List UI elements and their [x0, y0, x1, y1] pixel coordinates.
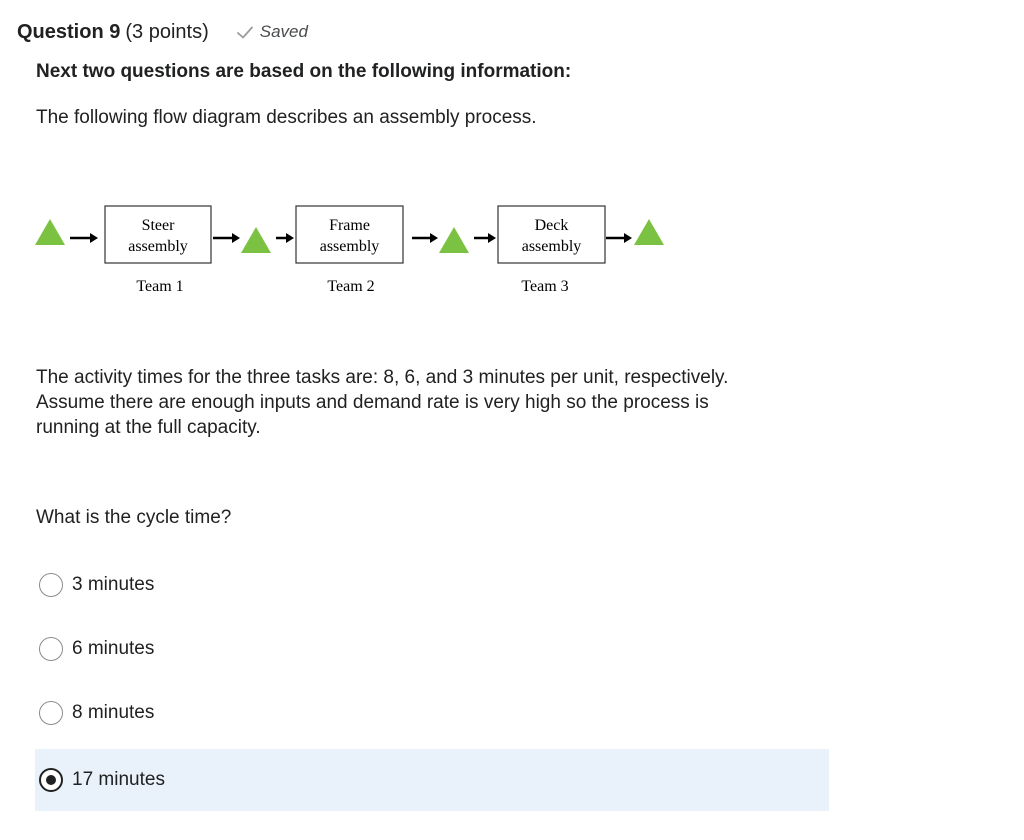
team-label: Team 1 — [136, 278, 184, 295]
answer-label[interactable]: 17 minutes — [72, 769, 165, 790]
activity-line: The activity times for the three tasks are: 8, 6, and 3 minutes per unit, respectively. — [36, 367, 729, 388]
task-label: assembly — [128, 238, 188, 255]
question-number: Question 9 — [17, 20, 121, 43]
arrow-icon — [276, 233, 294, 243]
radio-button-selected[interactable] — [39, 768, 63, 792]
answer-option-selected[interactable] — [35, 749, 829, 811]
inventory-triangle-icon — [35, 219, 65, 245]
radio-button[interactable] — [39, 637, 63, 661]
team-label: Team 2 — [327, 278, 375, 295]
answer-label[interactable]: 8 minutes — [72, 702, 155, 723]
arrow-icon — [606, 233, 632, 243]
answer-option[interactable] — [35, 618, 829, 680]
intro-heading: Next two questions are based on the following information: — [36, 61, 572, 82]
radio-button[interactable] — [39, 701, 63, 725]
question-header — [17, 19, 308, 45]
arrow-icon — [213, 233, 240, 243]
activity-times-text — [36, 365, 836, 440]
radio-button[interactable] — [39, 573, 63, 597]
arrow-icon — [412, 233, 438, 243]
question-title — [17, 21, 209, 44]
activity-line: running at the full capacity. — [36, 417, 261, 438]
answer-label[interactable]: 6 minutes — [72, 638, 155, 659]
task-label: Frame — [329, 217, 370, 234]
question-points: (3 points) — [125, 20, 209, 43]
answer-option[interactable] — [35, 682, 829, 744]
inventory-triangle-icon — [634, 219, 664, 245]
arrow-icon — [474, 233, 496, 243]
team-label: Team 3 — [521, 278, 569, 295]
saved-status — [237, 22, 308, 42]
answer-label[interactable]: 3 minutes — [72, 574, 155, 595]
flow-diagram — [30, 200, 680, 310]
task-label: Steer — [141, 217, 175, 234]
arrow-icon — [70, 233, 98, 243]
question-prompt: What is the cycle time? — [36, 507, 232, 528]
diagram-description: The following flow diagram describes an assembly process. — [36, 107, 537, 128]
inventory-triangle-icon — [439, 227, 469, 253]
task-label: assembly — [521, 238, 582, 255]
inventory-triangle-icon — [241, 227, 271, 253]
saved-label: Saved — [259, 22, 308, 41]
answer-option[interactable] — [35, 554, 829, 616]
checkmark-icon — [237, 26, 253, 39]
task-label: assembly — [319, 238, 380, 255]
task-label: Deck — [534, 217, 569, 234]
activity-line: Assume there are enough inputs and demand rate is very high so the process is — [36, 392, 709, 413]
